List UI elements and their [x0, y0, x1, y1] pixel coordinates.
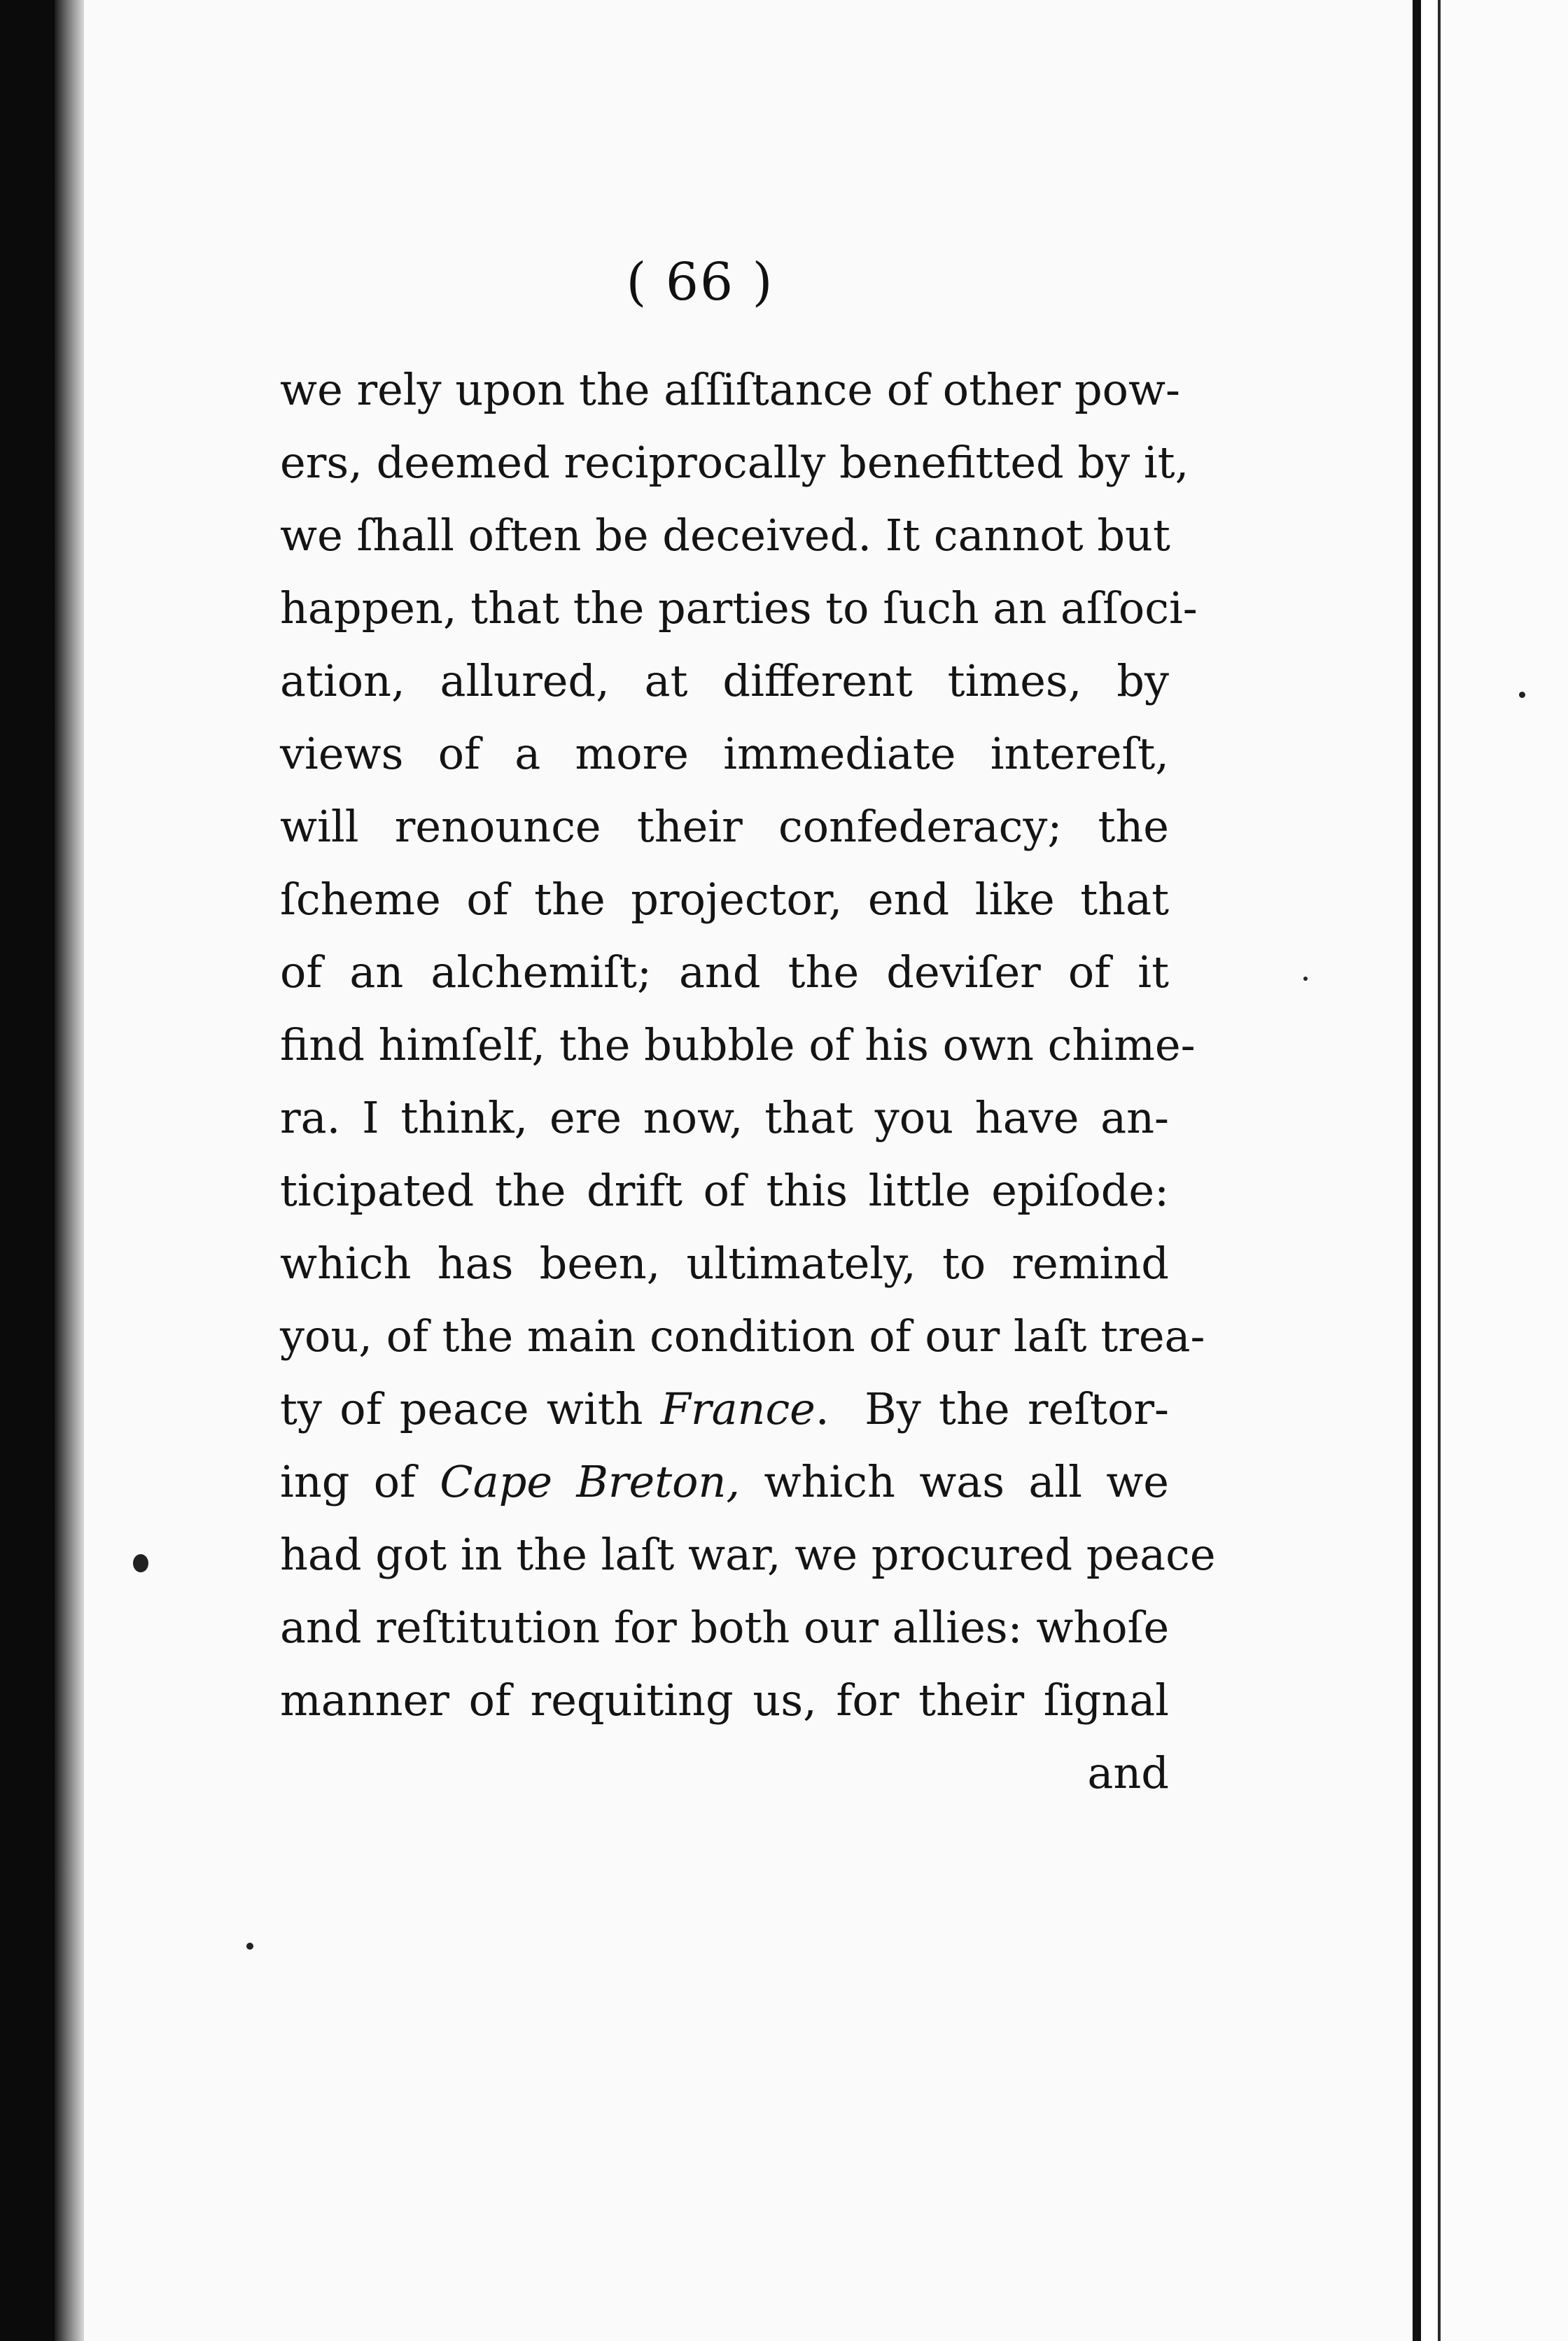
text-line: ation, allured, at different times, by: [280, 655, 1169, 706]
text-line: find himſelf, the bubble of his own chime-: [280, 1019, 1196, 1070]
text-line: of an alchemiſt; and the deviſer of it: [280, 946, 1169, 998]
page-gutter-line: [1413, 0, 1421, 2341]
text-after-italic: . By the reſtor-: [815, 1383, 1169, 1434]
ink-speck: [133, 1554, 148, 1572]
text-line: you, of the main condition of our laſt trea-: [280, 1311, 1205, 1362]
text-line: ticipated the drift of this little epiſode:: [280, 1165, 1169, 1216]
text-line: manner of requiting us, for their ſignal: [280, 1675, 1169, 1726]
text-line: ſcheme of the projector, end like that: [280, 874, 1169, 925]
text-line-italic-france: [280, 1373, 1169, 1446]
scan-left-edge: [0, 0, 55, 2341]
page-number: ( 66 ): [626, 252, 774, 312]
text-after-italic: which was all we: [740, 1456, 1169, 1507]
text-line: will renounce their confederacy; the: [280, 801, 1169, 852]
text-line-italic-cape-breton: [280, 1446, 1169, 1518]
text-before-italic: ing of: [280, 1456, 440, 1507]
text-line: we rely upon the aſſiſtance of other pow-: [280, 364, 1180, 415]
text-line: views of a more immediate intereſt,: [280, 728, 1169, 779]
text-line: happen, that the parties to ſuch an aſſoci-: [280, 582, 1198, 634]
text-line: which has been, ultimately, to remind: [280, 1238, 1169, 1289]
text-line: and reſtitution for both our allies: whoſe: [280, 1602, 1170, 1653]
italic-word: France: [660, 1383, 816, 1434]
body-text: [280, 354, 1216, 1810]
ink-speck: [1303, 977, 1308, 981]
text-line: ra. I think, ere now, that you have an-: [280, 1092, 1169, 1143]
ink-speck: [1519, 692, 1525, 698]
text-line: had got in the laſt war, we procured peace: [280, 1529, 1216, 1580]
page-spine-shadow: [55, 0, 84, 2341]
ink-speck: [246, 1943, 253, 1950]
text-line: ers, deemed reciprocally benefitted by it,: [280, 437, 1189, 488]
text-line: we ſhall often be deceived. It cannot but: [280, 510, 1170, 561]
catchword: and: [1087, 1747, 1169, 1798]
text-before-italic: ty of peace with: [280, 1383, 661, 1434]
adjacent-page-edge: [1441, 0, 1568, 2341]
italic-phrase: Cape Breton,: [440, 1456, 741, 1507]
